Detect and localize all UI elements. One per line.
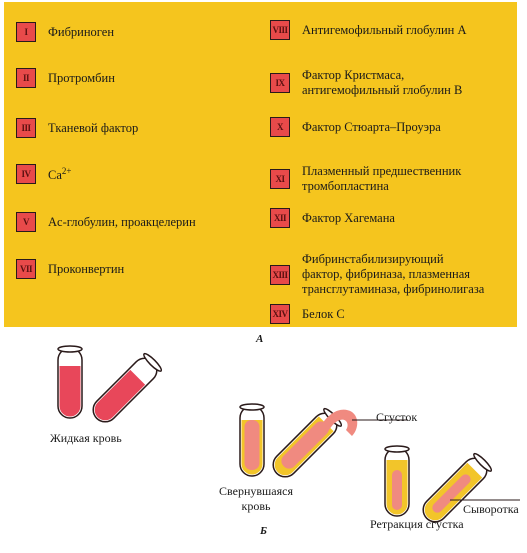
- factor-name-line: антигемофильный глобулин В: [302, 83, 463, 97]
- factor-numeral-badge: IX: [270, 73, 290, 93]
- factor-numeral-badge: XIII: [270, 265, 290, 285]
- factor-numeral-badge: VII: [16, 259, 36, 279]
- factor-numeral-badge: X: [270, 117, 290, 137]
- calcium-symbol: Ca: [48, 168, 62, 183]
- factor-name-line: Плазменный предшественник: [302, 164, 462, 178]
- factor-numeral-badge: IV: [16, 164, 36, 184]
- caption-clotted-line-2: кровь: [241, 499, 271, 513]
- factor-numeral-badge: II: [16, 68, 36, 88]
- factor-name-line: Фактор Хагемана: [302, 210, 395, 225]
- caption-liquid-blood: Жидкая кровь: [50, 431, 122, 445]
- factor-name-line: Фактор Стюарта–Проуэра: [302, 119, 441, 134]
- factor-numeral-badge: I: [16, 22, 36, 42]
- caption-clotted-line-1: Свернувшаяся: [219, 484, 293, 498]
- panel-b-letter: Б: [260, 525, 267, 537]
- factor-name: Проконвертин: [48, 261, 125, 276]
- factor-numeral-badge: XII: [270, 208, 290, 228]
- factor-numeral-badge: V: [16, 212, 36, 232]
- factor-name-line: тромбопластина: [302, 179, 389, 193]
- factor-numeral-badge: XIV: [270, 304, 290, 324]
- tube-liquid-upright: [58, 346, 82, 418]
- calcium-charge: 2+: [61, 166, 72, 177]
- panel-a-letter: А: [256, 333, 264, 345]
- tube-retraction-upright: [385, 446, 409, 516]
- caption-clot: Сгусток: [376, 410, 418, 424]
- caption-serum: Сыворотка: [463, 502, 519, 516]
- factor-numeral-badge: XI: [270, 169, 290, 189]
- caption-retraction: Ретракция сгустка: [370, 517, 464, 531]
- factor-name-line: Белок С: [302, 306, 345, 321]
- factor-name-line: фактор, фибриназа, плазменная: [302, 267, 471, 281]
- factor-name-line: трансглутаминаза, фибринолигаза: [302, 282, 485, 296]
- factor-name: Ac-глобулин, проакцелерин: [48, 214, 196, 229]
- tube-clotted-upright: [240, 404, 264, 476]
- factor-name: Фибриноген: [48, 24, 115, 39]
- factor-name: Протромбин: [48, 70, 115, 85]
- factor-name-line: Антигемофильный глобулин А: [302, 22, 467, 37]
- tube-liquid-tilted: [88, 352, 163, 427]
- factor-numeral-badge: III: [16, 118, 36, 138]
- factor-name-line: Фактор Кристмаса,: [302, 68, 405, 82]
- factor-name-line: Фибринстабилизирующий: [302, 252, 444, 266]
- factor-numeral-badge: VIII: [270, 20, 290, 40]
- caption-clotted-blood: [216, 484, 296, 514]
- factor-name: Тканевой фактор: [48, 120, 139, 135]
